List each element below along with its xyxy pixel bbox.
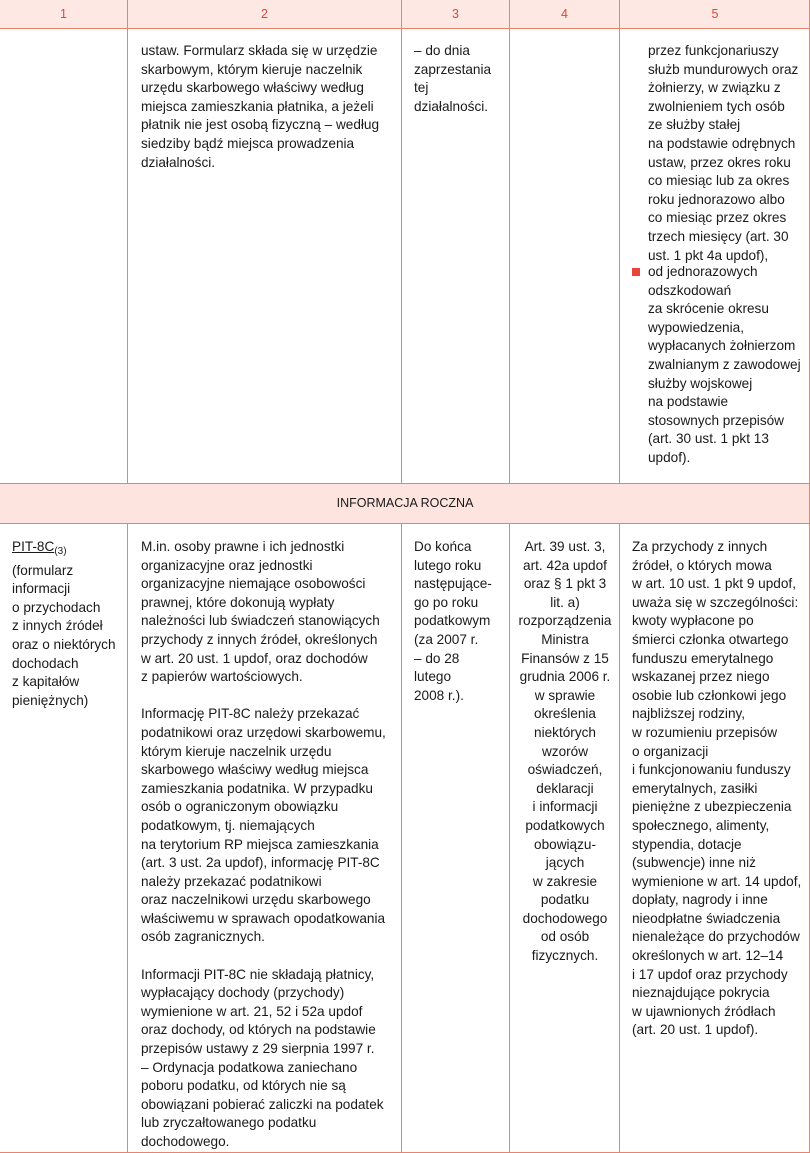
- column-header-4: 4: [510, 0, 619, 28]
- continued-col5-text-part2: od jednorazowych odszkodowań za skrócenie okresu wypowiedzenia, wypłacanych żołnierzom zwalnianym z zawodowej służby wojskowej na podstawie stosownych przepisów (art. 30 ust. 1 pkt 13 updof).: [648, 264, 801, 465]
- continued-col5-text-part1: przez funkcjonariuszy służb mundurowych oraz żołnierzy, w związku z zwolnieniem tych osób ze służby stałej na podstawie odrębnych ustaw, przez okres roku co miesiąc lub za okres roku jednorazowo albo co miesiąc przez okres trzech miesięcy (art. 30 ust. 1 pkt 4a updof),: [648, 43, 799, 263]
- form-name-cell: [12, 538, 124, 710]
- header-divider: [0, 28, 810, 29]
- band-top-divider: [0, 483, 810, 484]
- column-header-5: 5: [620, 0, 810, 28]
- continued-col3-text: – do dnia zaprzestania tej działalności.: [414, 43, 492, 114]
- section-title-band: INFORMACJA ROCZNA: [0, 483, 810, 523]
- form-deadline-cell: Do końca lutego roku następujące- go po roku podatkowym (za 2007 r. – do 28 lutego 2008 r.).: [414, 539, 492, 703]
- column-header-2: 2: [128, 0, 401, 28]
- column-header-3: 3: [402, 0, 509, 28]
- column-divider-4-bottom: [619, 523, 620, 1153]
- form-name: PIT-8C: [12, 539, 55, 554]
- who-paragraph-3: Informacji PIT-8C nie składają płatnicy, wypłacający dochody (przychody) wymienione w art. 21, 52 i 52a updof oraz dochody, od których na podstawie przepisów ustawy z 29 sierpnia 1997 r. – Ordynacja podatkowa zaniechano poboru podatku, od których nie są obowiązani pobierać zaliczki na podatek lub zryczałtowanego podatku dochodowego.: [141, 966, 384, 1149]
- column-divider-1-bottom: [127, 523, 128, 1153]
- column-divider-3-bottom: [509, 523, 510, 1153]
- column-divider-2-bottom: [401, 523, 402, 1153]
- form-footnote-ref: (3): [54, 546, 67, 557]
- column-divider-1-top: [127, 0, 128, 483]
- who-paragraph-2: Informację PIT-8C należy przekazać podatnikowi oraz urzędowi skarbowemu, którym kieruje naczelnik urzędu skarbowego właściwy według miejsca zamieszkania podatnika. W przypadku osób o ograniczonym obowiązku podatkowym, tj. niemających na terytorium RP miejsca zamieszkania (art. 3 ust. 2a updof), informację PIT-8C należy przekazać podatnikowi oraz naczelnikowi urzędu skarbowego właściwemu w sprawach opodatkowania osób zagranicznych.: [141, 706, 386, 945]
- bullet-square-icon: [632, 268, 640, 276]
- form-who-cell: [141, 538, 398, 1152]
- form-description: (formularz informacji o przychodach z innych źródeł oraz o niektórych dochodach z kapitałów pieniężnych): [12, 562, 116, 708]
- column-divider-2-top: [401, 0, 402, 483]
- column-header-1: 1: [0, 0, 127, 28]
- form-notes-cell: Za przychody z innych źródeł, o których mowa w art. 10 ust. 1 pkt 9 updof, uważa się w szczególności: kwoty wypłacone po śmierci członka otwartego funduszu emerytalnego wskazanej przez niego osobie lub członkowi jego najbliższej rodziny, w rozumieniu przepisów o organizacji i funkcjonowaniu funduszy emerytalnych, zasiłki pieniężne z ubezpieczenia społecznego, alimenty, stypendia, dotacje (subwencje) inne niż wymienione w art. 14 updof, dopłaty, nagrody i inne nieodpłatne świadczenia nienależące do przychodów określonych w art. 12–14 i 17 updof oraz przychody nieznajdujące pokrycia w ujawnionych źródłach (art. 20 ust. 1 updof).: [632, 539, 802, 1038]
- form-legal-basis-cell: Art. 39 ust. 3, art. 42a updof oraz § 1 pkt 3 lit. a) rozporządzenia Ministra Finansów z 15 grudnia 2006 r. w sprawie określenia niektórych wzorów oświadczeń, deklaracji i informacji podatkowych obowiązu- jących w zakresie podatku dochodowego od osób fizycznych.: [518, 539, 612, 964]
- who-paragraph-1: M.in. osoby prawne i ich jednostki organizacyjne oraz jednostki organizacyjne niemające osobowości prawnej, które dokonują wypłaty należności lub świadczeń stanowiących przychody z innych źródeł, określonych w art. 20 ust. 1 updof, oraz dochodów z papierów wartościowych.: [141, 539, 380, 685]
- band-bottom-divider: [0, 523, 810, 524]
- column-divider-4-top: [619, 0, 620, 483]
- continued-col2-text: ustaw. Formularz składa się w urzędzie skarbowym, którym kieruje naczelnik urzędu skarbowego właściwy według miejsca zamieszkania płatnika, a jeżeli płatnik nie jest osobą fizyczną – według siedziby bądź miejsca prowadzenia działalności.: [141, 43, 380, 170]
- column-divider-3-top: [509, 0, 510, 483]
